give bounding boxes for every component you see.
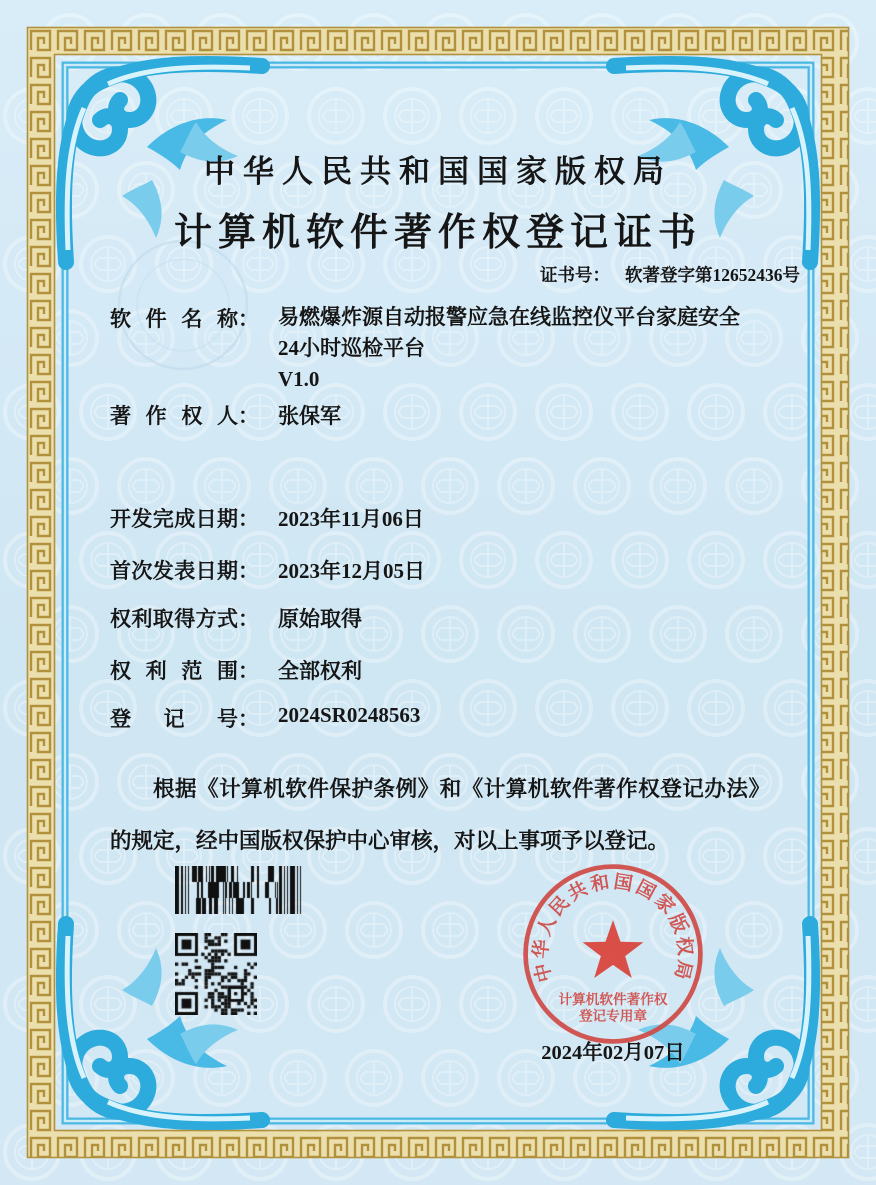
certificate-number — [540, 262, 800, 287]
field-colon: ： — [238, 607, 259, 631]
certificate-number-label: 证书号： — [540, 265, 610, 285]
field-colon: ： — [238, 507, 259, 531]
rights-scope-label: 权利范围 — [110, 659, 238, 683]
certificate-title: 计算机软件著作权登记证书 — [173, 212, 702, 254]
star-icon — [583, 920, 644, 978]
seal-ring-text: 中华人民共和国国家版权局 — [530, 871, 696, 985]
field-colon: ： — [238, 404, 259, 428]
rights-acquire-mode-value: 原始取得 — [278, 607, 362, 631]
field-colon: ： — [238, 707, 259, 731]
copyright-owner-label: 著作权人 — [110, 404, 238, 428]
software-version: V1.0 — [278, 367, 320, 391]
software-name-value — [278, 302, 758, 395]
field-row-first-publish-date — [110, 555, 425, 585]
field-row-registration-no — [110, 703, 420, 733]
issuer-title: 中华人民共和国国家版权局 — [204, 154, 672, 189]
field-row-rights-scope — [110, 655, 362, 685]
field-row-copyright-owner — [110, 400, 341, 430]
qr-code-icon — [175, 933, 257, 1015]
rights-acquire-mode-label: 权利取得方式 — [110, 607, 238, 631]
software-name-line2: 24小时巡检平台 — [278, 336, 425, 360]
dev-complete-date-value: 2023年11月06日 — [278, 507, 424, 531]
field-colon: ： — [238, 659, 259, 683]
issue-date: 2024年02月07日 — [541, 1042, 685, 1064]
first-publish-date-label: 首次发表日期 — [110, 559, 238, 583]
software-name-line1: 易燃爆炸源自动报警应急在线监控仪平台家庭安全 — [278, 305, 740, 329]
registration-no-value: 2024SR0248563 — [278, 703, 421, 727]
first-publish-date-value: 2023年12月05日 — [278, 559, 425, 583]
seal-stamp-line1: 计算机软件著作权 — [558, 991, 668, 1007]
registration-statement: 根据《计算机软件保护条例》和《计算机软件著作权登记办法》的规定，经中国版权保护中心审核，对以上事项予以登记。 — [110, 776, 770, 853]
field-row-software-name — [110, 303, 758, 395]
dev-complete-date-label: 开发完成日期 — [110, 507, 238, 531]
field-colon: ： — [238, 307, 259, 331]
field-row-rights-acquire-mode — [110, 603, 362, 633]
official-seal — [519, 860, 707, 1048]
copyright-owner-value: 张保军 — [278, 404, 341, 428]
software-name-label: 软件名称 — [110, 307, 238, 331]
field-row-dev-complete-date — [110, 503, 424, 533]
certificate-number-value: 软著登字第12652436号 — [625, 265, 800, 285]
field-colon: ： — [238, 559, 259, 583]
rights-scope-value: 全部权利 — [278, 659, 362, 683]
seal-stamp-line2: 登记专用章 — [578, 1008, 648, 1024]
registration-no-label: 登记号 — [110, 707, 238, 731]
stacked-barcode-icon — [175, 866, 305, 914]
